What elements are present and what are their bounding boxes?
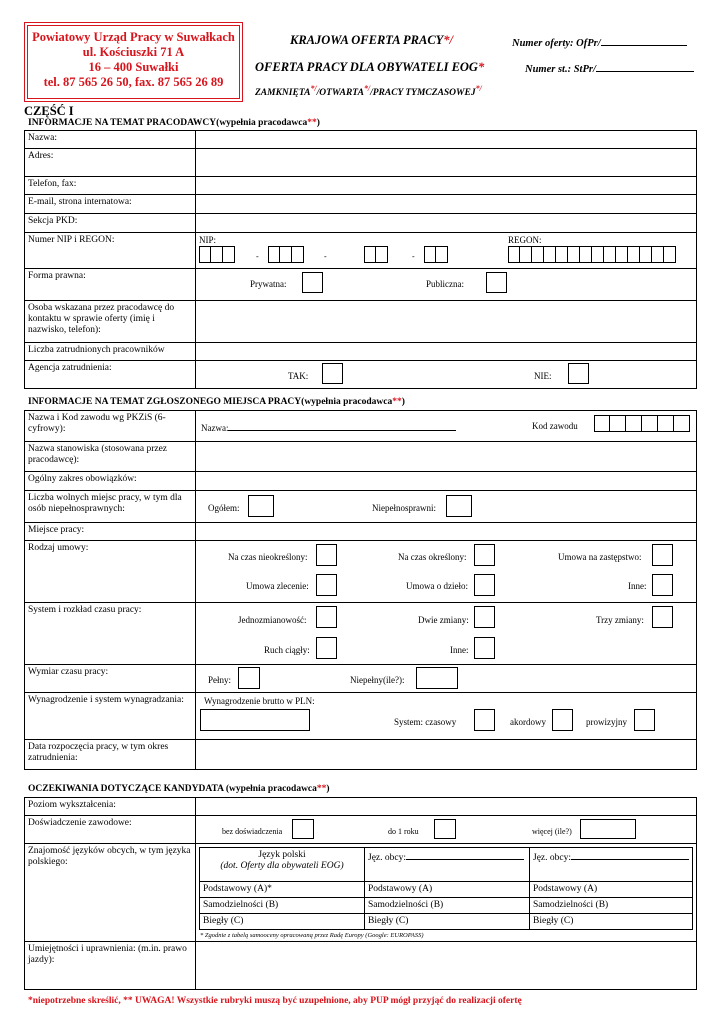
- no-experience-checkbox[interactable]: [292, 819, 314, 839]
- commission-label: prowizyjny: [586, 717, 627, 727]
- label-experience: Doświadczenie zawodowe:: [25, 816, 196, 844]
- gross-salary-input[interactable]: [200, 709, 310, 731]
- nip-regon-cell: NIP: - - - REGON:: [196, 233, 697, 269]
- vacancies-cell: [196, 491, 697, 523]
- start-date-input[interactable]: [196, 740, 697, 770]
- candidate-table: [24, 797, 697, 990]
- address-input[interactable]: [196, 149, 697, 177]
- label-position: Nazwa stanowiska (stosowana przez pracodawcę):: [25, 442, 196, 472]
- one-shift-label: Jednozmianowość:: [238, 615, 307, 625]
- label-agency: Agencja zatrudnienia:: [25, 361, 196, 389]
- salary-cell: [196, 693, 697, 740]
- label-occupation: Nazwa i Kod zawodu wg PKZiS (6-cyfrowy):: [25, 411, 196, 442]
- public-label: Publiczna:: [426, 279, 464, 289]
- part-time-label: Niepełny(ile?):: [350, 675, 405, 685]
- two-shifts-label: Dwie zmiany:: [418, 615, 469, 625]
- pkd-input[interactable]: [196, 214, 697, 233]
- up-to-year-checkbox[interactable]: [434, 819, 456, 839]
- contact-person-input[interactable]: [196, 301, 697, 343]
- gross-salary-label: Wynagrodzenie brutto w PLN:: [204, 696, 315, 706]
- label-email: E-mail, strona internatowa:: [25, 195, 196, 214]
- label-vacancies: Liczba wolnych miejsc pracy, w tym dla osób niepełnosprawnych:: [25, 491, 196, 523]
- other-contract-checkbox[interactable]: [652, 574, 673, 596]
- polish-note: (dot. Oferty dla obywateli EOG): [220, 861, 344, 871]
- part-time-input[interactable]: [416, 667, 458, 689]
- office-line-1: Powiatowy Urząd Pracy w Suwałkach: [32, 30, 235, 44]
- three-shifts-checkbox[interactable]: [652, 606, 673, 628]
- no-experience-label: bez doświadczenia: [222, 827, 283, 836]
- nip-boxes-3[interactable]: [364, 246, 388, 263]
- cefr-note: * Zgodnie z tabelą samooceny opracowaną przez Radę Europy (Google: EUROPASS): [200, 932, 424, 939]
- mandate-label: Umowa zlecenie:: [246, 581, 309, 591]
- employer-table: [24, 130, 697, 389]
- label-workplace: Miejsce pracy:: [25, 523, 196, 541]
- office-line-2: ul. Kościuszki 71 A: [82, 45, 185, 59]
- three-shifts-label: Trzy zmiany:: [596, 615, 644, 625]
- full-time-label: Pełny:: [208, 675, 232, 685]
- label-legal-form: Forma prawna:: [25, 269, 196, 301]
- foreign-language-2[interactable]: Jęz. obcy:: [530, 848, 693, 882]
- experience-cell: [196, 816, 697, 844]
- yes-checkbox[interactable]: [322, 363, 343, 384]
- agency-cell: [196, 361, 697, 389]
- employee-count-input[interactable]: [196, 343, 697, 361]
- label-start-date: Data rozpoczęcia pracy, w tym okres zatrudnienia:: [25, 740, 196, 770]
- work-contract-label: Umowa o dzieło:: [406, 581, 468, 591]
- continuous-checkbox[interactable]: [316, 637, 337, 659]
- level-cell[interactable]: Biegły (C): [365, 914, 530, 930]
- languages-cell: [196, 844, 697, 942]
- label-pkd: Sekcja PKD:: [25, 214, 196, 233]
- contract-type-cell: [196, 541, 697, 603]
- office-stamp: [24, 22, 243, 102]
- label-education: Poziom wykształcenia:: [25, 798, 196, 816]
- continuous-label: Ruch ciągły:: [264, 645, 310, 655]
- label-address: Adres:: [25, 149, 196, 177]
- occupation-code-boxes[interactable]: [594, 415, 690, 432]
- level-cell[interactable]: Biegły (C): [200, 914, 365, 930]
- other-system-checkbox[interactable]: [474, 637, 495, 659]
- label-contact-person: Osoba wskazana przez pracodawcę do kontaktu w sprawie oferty (imię i nazwisko, telefon):: [25, 301, 196, 343]
- phone-input[interactable]: [196, 177, 697, 195]
- indefinite-checkbox[interactable]: [316, 544, 337, 566]
- public-checkbox[interactable]: [486, 272, 507, 293]
- level-cell[interactable]: Podstawowy (A): [530, 882, 693, 898]
- other-system-label: Inne:: [450, 645, 469, 655]
- section-job-title: INFORMACJE NA TEMAT ZGŁOSZONEGO MIEJSCA PRACY(wypełnia pracodawca**): [28, 397, 405, 407]
- level-cell[interactable]: Biegły (C): [530, 914, 693, 930]
- name-input[interactable]: [196, 131, 697, 149]
- label-salary: Wynagrodzenie i system wynagradzania:: [25, 693, 196, 740]
- level-cell[interactable]: Samodzielności (B): [200, 898, 365, 914]
- foreign-language-1[interactable]: Jęz. obcy:: [365, 848, 530, 882]
- label-phone: Telefon, fax:: [25, 177, 196, 195]
- offer-type: ZAMKNIĘTA*//OTWARTA*//PRACY TYMCZASOWEJ*/: [255, 84, 482, 99]
- education-input[interactable]: [196, 798, 697, 816]
- replacement-label: Umowa na zastępstwo:: [558, 552, 642, 562]
- level-cell[interactable]: Samodzielności (B): [365, 898, 530, 914]
- nip-label: NIP:: [199, 235, 217, 245]
- position-input[interactable]: [196, 442, 697, 472]
- time-based-label: System: czasowy: [394, 717, 457, 727]
- piecework-checkbox[interactable]: [552, 709, 573, 731]
- full-time-checkbox[interactable]: [238, 667, 260, 689]
- more-experience-input[interactable]: [580, 819, 636, 839]
- nip-boxes-4[interactable]: [424, 246, 448, 263]
- form-subtitle: OFERTA PRACY DLA OBYWATELI EOG*: [255, 60, 485, 74]
- regon-label: REGON:: [508, 235, 542, 245]
- label-skills: Umiejętności i uprawnienia: (m.in. prawo jazdy):: [25, 942, 196, 990]
- work-system-cell: [196, 603, 697, 665]
- working-time-cell: [196, 665, 697, 693]
- total-label: Ogółem:: [208, 503, 240, 513]
- label-nip-regon: Numer NIP i REGON:: [25, 233, 196, 269]
- section-employer-title: INFORMACJE NA TEMAT PRACODAWCY(wypełnia pracodawca**): [28, 118, 320, 128]
- job-table: [24, 410, 697, 770]
- label-contract-type: Rodzaj umowy:: [25, 541, 196, 603]
- level-cell[interactable]: Podstawowy (A): [365, 882, 530, 898]
- occupation-code-label: Kod zawodu: [532, 421, 578, 431]
- level-cell[interactable]: Podstawowy (A)*: [200, 882, 365, 898]
- work-contract-checkbox[interactable]: [474, 574, 495, 596]
- level-cell[interactable]: Samodzielności (B): [530, 898, 693, 914]
- private-checkbox[interactable]: [302, 272, 323, 293]
- regon-boxes[interactable]: [508, 246, 676, 263]
- label-duties: Ogólny zakres obowiązków:: [25, 472, 196, 491]
- skills-input[interactable]: [196, 942, 697, 990]
- mandate-checkbox[interactable]: [316, 574, 337, 596]
- one-shift-checkbox[interactable]: [316, 606, 337, 628]
- yes-label: TAK:: [288, 371, 309, 381]
- replacement-checkbox[interactable]: [652, 544, 673, 566]
- fixed-term-checkbox[interactable]: [474, 544, 495, 566]
- piecework-label: akordowy: [510, 717, 546, 727]
- footnote: *niepotrzebne skreślić, ** UWAGA! Wszystkie rubryki muszą być uzupełnione, aby PUP mógł przyjąć do realizacji ofertę: [28, 996, 522, 1006]
- label-employee-count: Liczba zatrudnionych pracowników: [25, 343, 196, 361]
- workplace-input[interactable]: [196, 523, 697, 541]
- total-input[interactable]: [248, 495, 274, 517]
- nip-boxes-2[interactable]: [268, 246, 304, 263]
- fixed-term-label: Na czas określony:: [398, 552, 467, 562]
- occupation-cell: [196, 411, 697, 442]
- label-work-system: System i rozkład czasu pracy:: [25, 603, 196, 665]
- label-languages: Znajomość języków obcych, w tym języka polskiego:: [25, 844, 196, 942]
- disabled-input[interactable]: [446, 495, 472, 517]
- up-to-year-label: do 1 roku: [388, 827, 419, 836]
- no-label: NIE:: [534, 371, 552, 381]
- nip-boxes[interactable]: [199, 246, 235, 263]
- private-label: Prywatna:: [250, 279, 287, 289]
- duties-input[interactable]: [196, 472, 697, 491]
- occupation-name-label: Nazwa:: [201, 421, 456, 434]
- stat-number-field[interactable]: Numer st.: StPr/: [525, 62, 694, 75]
- indefinite-label: Na czas nieokreślony:: [228, 552, 308, 562]
- disabled-label: Niepełnosprawni:: [372, 503, 436, 513]
- label-name: Nazwa:: [25, 131, 196, 149]
- email-input[interactable]: [196, 195, 697, 214]
- time-based-checkbox[interactable]: [474, 709, 495, 731]
- section-candidate-title: OCZEKIWANIA DOTYCZĄCE KANDYDATA (wypełnia pracodawca**): [28, 784, 330, 794]
- other-contract-label: Inne:: [628, 581, 647, 591]
- more-experience-label: więcej (ile?): [532, 827, 572, 836]
- commission-checkbox[interactable]: [634, 709, 655, 731]
- polish-header: [200, 848, 365, 882]
- languages-table: [199, 847, 693, 930]
- office-line-3: 16 – 400 Suwałki: [88, 60, 179, 74]
- legal-form-cell: [196, 269, 697, 301]
- label-working-time: Wymiar czasu pracy:: [25, 665, 196, 693]
- polish-label: Język polski: [258, 850, 306, 860]
- two-shifts-checkbox[interactable]: [474, 606, 495, 628]
- form-title: KRAJOWA OFERTA PRACY*/: [290, 33, 454, 47]
- office-line-4: tel. 87 565 26 50, fax. 87 565 26 89: [43, 75, 224, 89]
- part-heading: CZĘŚĆ I: [24, 104, 74, 118]
- no-checkbox[interactable]: [568, 363, 589, 384]
- offer-number-field[interactable]: Numer oferty: OfPr/: [512, 36, 687, 49]
